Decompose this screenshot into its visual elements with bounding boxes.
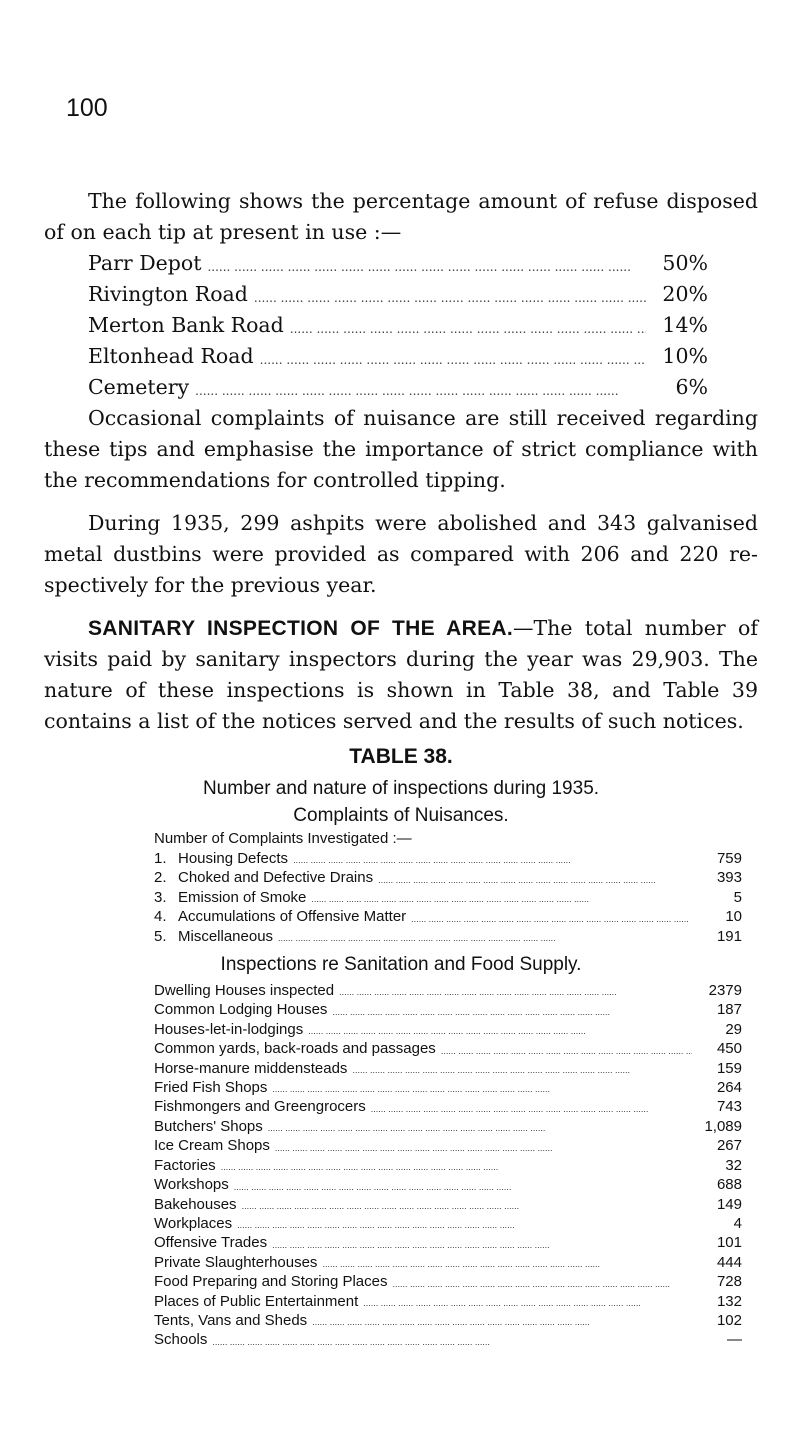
leader-dots [267,1237,692,1253]
inspections-section-title: Inspections re Sanitation and Food Supply. [220,954,582,976]
item-label: Housing Defects [178,850,289,867]
item-label: Houses-let-in-lodgings [154,1020,304,1038]
item-value: 159 [716,1059,742,1077]
item-value: 743 [716,1098,742,1116]
leader-dots [347,1062,692,1078]
leader-dots [189,379,646,403]
item-label: Workshops [154,1176,229,1194]
list-item [154,981,742,1000]
leader-dots [207,1334,692,1350]
item-label: Ice Cream Shops [154,1137,270,1155]
page-content [44,186,758,1350]
list-item [154,1175,742,1194]
item-label: Fried Fish Shops [154,1079,268,1097]
tip-name: Cemetery [88,375,190,399]
table-title: TABLE 38. [349,745,453,768]
tip-name: Merton Bank Road [88,313,284,337]
complaints-list [154,849,742,946]
leader-dots [307,1314,692,1330]
item-label: Common Lodging Houses [154,1001,328,1019]
item-value: 101 [716,1234,742,1252]
tip-value: 6% [675,375,708,399]
item-value: 393 [716,869,742,887]
list-item [154,1020,742,1039]
item-value: 688 [716,1176,742,1194]
tip-value: 20% [662,282,708,306]
leader-dots [288,852,692,868]
refuse-intro: The following shows the percentage amount of refuse disposed of on each tip at present in use :— [44,189,758,244]
leader-dots [334,984,692,1000]
list-item [154,1214,742,1233]
tip-row [88,310,708,341]
list-item [154,1195,742,1214]
item-value: 264 [716,1079,742,1097]
list-item [154,927,742,946]
page-number: 100 [66,94,108,122]
tip-row [88,372,708,403]
leader-dots [267,1081,692,1097]
list-item [154,1156,742,1175]
ashpits-paragraph: During 1935, 299 ashpits were abolished and 343 galvanised metal dustbins were provided as compared with 206 and 220 re-spectively for the previous year. [44,511,758,597]
item-label: Accumulations of Offensive Matter [178,908,407,926]
tip-value: 10% [662,344,708,368]
item-value: 4 [733,1214,742,1232]
item-value: 5 [733,888,742,906]
leader-dots [201,255,646,279]
item-value: 759 [716,850,742,867]
item-value: 444 [716,1253,742,1271]
leader-dots [327,1004,692,1020]
leader-dots [303,1023,692,1039]
item-value: 29 [725,1020,742,1038]
leader-dots [406,911,692,927]
leader-dots [270,1140,692,1156]
list-item [154,1136,742,1155]
item-label: Common yards, back-roads and passages [154,1040,436,1058]
item-value: 102 [716,1311,742,1329]
item-number: 2. [154,869,167,887]
leader-dots [248,286,646,310]
item-label: Miscellaneous [178,927,274,945]
item-value: 267 [716,1137,742,1155]
list-item [154,888,742,907]
leader-dots [263,1120,692,1136]
leader-dots [232,1217,692,1233]
item-label: Horse-manure middensteads [154,1059,348,1077]
item-label: Offensive Trades [154,1234,268,1252]
leader-dots [284,317,646,341]
item-label: Emission of Smoke [178,888,307,906]
tip-row [88,341,708,372]
item-value: 450 [716,1040,742,1058]
leader-dots [436,1043,692,1059]
complaints-intro: Number of Complaints Investigated :— [154,830,412,847]
leader-dots [216,1159,692,1175]
item-value: 187 [716,1001,742,1019]
item-number: 4. [154,908,167,926]
item-label: Choked and Defective Drains [178,869,374,887]
item-number: 3. [154,888,167,906]
tips-list [88,248,708,403]
item-label: Food Preparing and Storing Places [154,1273,388,1291]
tip-value: 50% [662,251,708,275]
item-label: Tents, Vans and Sheds [154,1311,308,1329]
leader-dots [373,872,692,888]
item-value: 728 [716,1273,742,1291]
tip-value: 14% [662,313,708,337]
leader-dots [229,1179,692,1195]
tip-row [88,248,708,279]
sanitary-paragraph [44,613,758,737]
leader-dots [387,1276,692,1292]
list-item [154,1000,742,1019]
item-label: Schools [154,1331,208,1349]
list-item [154,907,742,926]
sanitary-text: —The total number of visits paid by sanitary inspectors during the year was 29,903. The nature of these inspections is shown in Table 38, and Table 39 contains a list of the notices served and the results of such notices. [44,616,758,733]
item-label: Workplaces [154,1214,233,1232]
list-item [154,1272,742,1291]
table-section-title: Complaints of Nuisances. [293,805,509,826]
tip-row [88,279,708,310]
list-item [154,849,742,868]
list-item [154,1117,742,1136]
list-item [154,1292,742,1311]
tip-name: Eltonhead Road [88,344,254,368]
tip-name: Parr Depot [88,251,202,275]
table-subtitle: Number and nature of inspections during 1935. [202,778,600,799]
item-label: Fishmongers and Greengrocers [154,1098,366,1116]
list-item [154,1078,742,1097]
item-value: 32 [725,1156,742,1174]
item-label: Places of Public Entertainment [154,1292,359,1310]
item-value: — [727,1331,742,1349]
leader-dots [317,1256,692,1272]
item-value: 191 [716,927,742,945]
item-label: Dwelling Houses inspected [154,982,335,1000]
item-label: Bakehouses [154,1195,237,1213]
item-value: 132 [716,1292,742,1310]
list-item [154,1233,742,1252]
item-value: 149 [716,1195,742,1213]
leader-dots [237,1198,692,1214]
list-item [154,1097,742,1116]
list-item [154,868,742,887]
list-item [154,1059,742,1078]
item-value: 10 [725,908,742,926]
list-item [154,1330,742,1349]
item-label: Private Slaughterhouses [154,1253,318,1271]
leader-dots [366,1101,692,1117]
leader-dots [358,1295,692,1311]
list-item [154,1311,742,1330]
list-item [154,1039,742,1058]
item-number: 1. [154,850,167,867]
list-item [154,1253,742,1272]
leader-dots [306,891,692,907]
item-label: Butchers' Shops [154,1117,263,1135]
item-value: 2379 [708,982,742,1000]
item-label: Factories [154,1156,216,1174]
tip-name: Rivington Road [88,282,248,306]
leader-dots [254,348,646,372]
item-number: 5. [154,927,167,945]
complaints-paragraph: Occasional complaints of nuisance are still received regarding these tips and emphasise the importance of strict compliance with the recommendations for controlled tipping. [44,406,758,492]
inspections-list [154,981,742,1350]
sanitary-heading: SANITARY INSPECTION OF THE AREA. [88,617,513,640]
leader-dots [273,930,692,946]
item-value: 1,089 [704,1117,742,1135]
